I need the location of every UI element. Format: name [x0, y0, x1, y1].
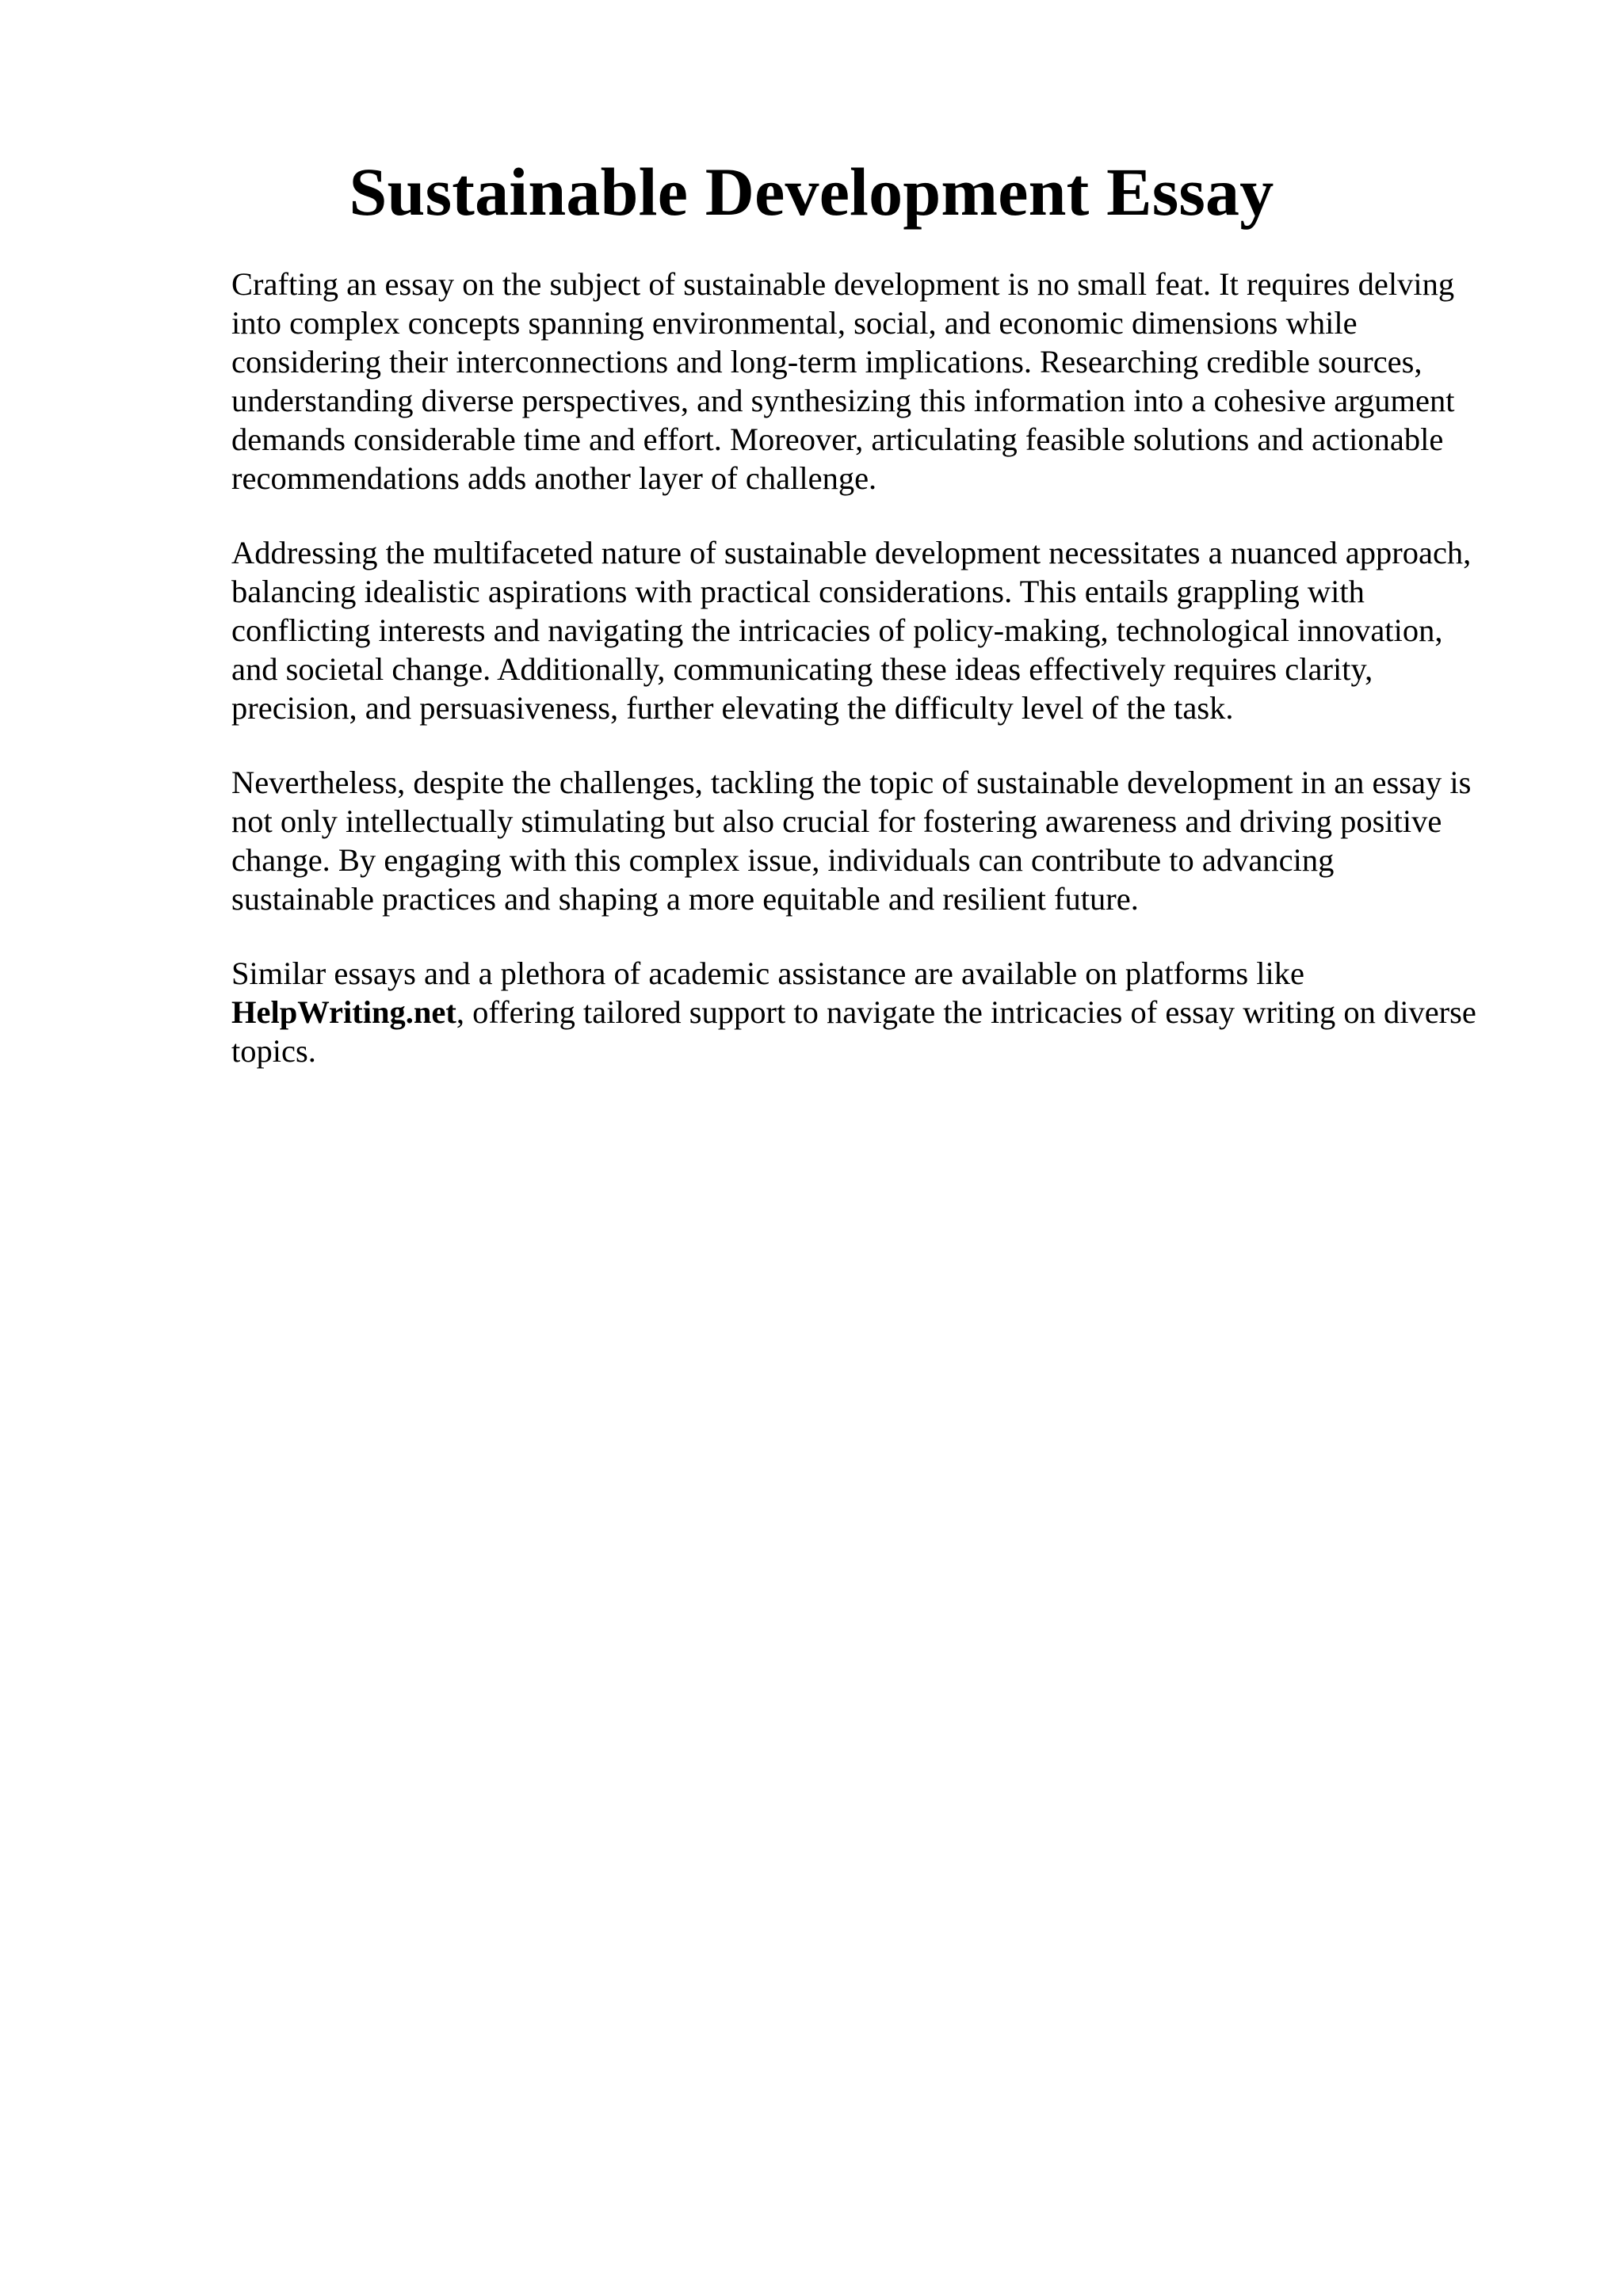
closing-line-rest: , offering tailored support to navigate the intricacies of essay writing on diverse: [456, 994, 1476, 1030]
paragraph-line: topics.: [231, 1033, 316, 1069]
paragraph-line: Crafting an essay on the subject of sustainable development is no small feat. It requires delving: [231, 266, 1455, 302]
paragraph-2: [231, 533, 1531, 727]
paragraph-line: change. By engaging with this complex issue, individuals can contribute to advancing: [231, 842, 1335, 878]
paragraph-line: conflicting interests and navigating the intricacies of policy-making, technological innovation,: [231, 612, 1443, 648]
paragraph-line: demands considerable time and effort. Moreover, articulating feasible solutions and actionable: [231, 421, 1444, 457]
paragraph-line: into complex concepts spanning environmental, social, and economic dimensions while: [231, 305, 1358, 341]
paragraph-line: Nevertheless, despite the challenges, tackling the topic of sustainable development in an essay is: [231, 765, 1472, 800]
paragraph-line: Similar essays and a plethora of academic assistance are available on platforms like: [231, 955, 1304, 991]
paragraph-line: Addressing the multifaceted nature of sustainable development necessitates a nuanced approach,: [231, 535, 1472, 570]
paragraph-line: and societal change. Additionally, communicating these ideas effectively requires clarity,: [231, 651, 1373, 687]
paragraph-line: recommendations adds another layer of challenge.: [231, 460, 877, 496]
paragraph-line: not only intellectually stimulating but also crucial for fostering awareness and driving positive: [231, 803, 1442, 839]
document-body: [231, 265, 1531, 1106]
paragraph-line: considering their interconnections and long-term implications. Researching credible sources,: [231, 344, 1423, 379]
paragraph-3: [231, 763, 1531, 918]
paragraph-line: understanding diverse perspectives, and synthesizing this information into a cohesive argument: [231, 383, 1455, 418]
closing-paragraph: [231, 954, 1531, 1070]
paragraph-1: [231, 265, 1531, 498]
brand-name: HelpWriting.net: [231, 994, 456, 1030]
paragraph-line: sustainable practices and shaping a more equitable and resilient future.: [231, 881, 1139, 917]
paragraph-line: precision, and persuasiveness, further elevating the difficulty level of the task.: [231, 690, 1234, 726]
document-title: Sustainable Development Essay: [349, 154, 1274, 230]
paragraph-line: [231, 993, 1531, 1032]
paragraph-line: balancing idealistic aspirations with practical considerations. This entails grappling with: [231, 574, 1365, 609]
